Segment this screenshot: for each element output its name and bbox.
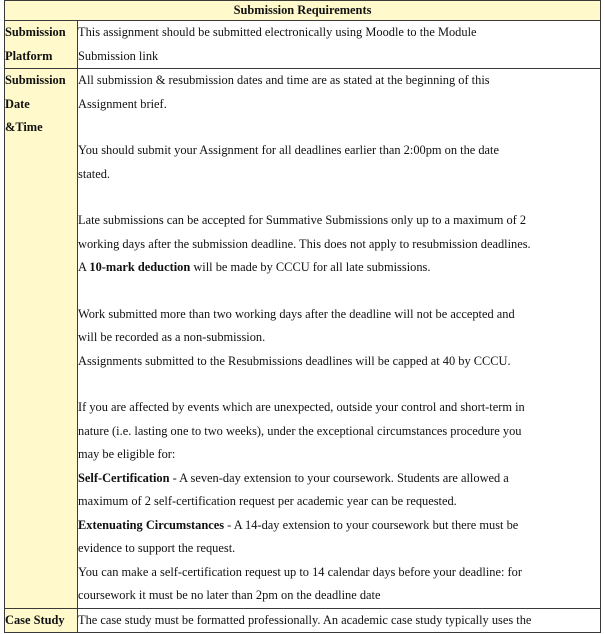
row-submission-platform [5, 21, 601, 69]
paragraph-gap [78, 116, 600, 139]
label-line: Submission [5, 25, 66, 39]
text-line: The case study must be formatted professionally. An academic case study typically uses the [78, 612, 532, 627]
text-line: This assignment should be submitted electronically using Moodle to the Module [78, 25, 477, 39]
text-line [78, 514, 600, 538]
label-line: Date [5, 96, 30, 111]
label-line: Submission [5, 73, 66, 87]
row-submission-date-time [5, 69, 601, 609]
text-line: Submission link [78, 48, 159, 63]
text-line: If you are affected by events which are unexpected, outside your control and short-term in [78, 400, 525, 414]
submission-requirements-table [4, 0, 601, 633]
text-line: coursework it must be no later than 2pm on the deadline date [78, 588, 381, 602]
text-line [78, 256, 600, 280]
text-line: Assignments submitted to the Resubmissions deadlines will be capped at 40 by CCCU. [78, 353, 511, 368]
text-line: You can make a self-certification request up to 14 calendar days before your deadline: for [78, 564, 522, 579]
table-title: Submission Requirements [5, 1, 601, 21]
text-line: will be recorded as a non-submission. [78, 330, 266, 344]
paragraph-gap [78, 280, 600, 303]
text-line: nature (i.e. lasting one to two weeks), under the exceptional circumstances procedure you [78, 423, 522, 438]
text-line: Assignment brief. [78, 96, 167, 111]
paragraph-gap [78, 186, 600, 209]
text-run: will be made by CCCU for all late submissions. [190, 260, 431, 274]
text-run: - A seven-day extension to your coursework. Students are allowed a [169, 470, 509, 485]
label-case-study: Case Study [5, 608, 78, 633]
text-run: - A 14-day extension to your coursework but there must be [224, 517, 519, 532]
self-certification-heading: Self-Certification [78, 470, 170, 485]
label-line: Platform [5, 48, 53, 63]
text-line: Work submitted more than two working days after the deadline will not be accepted and [78, 306, 515, 321]
text-line: evidence to support the request. [78, 541, 236, 555]
text-line [78, 467, 600, 491]
text-run: A [78, 260, 90, 274]
content-submission-platform [78, 21, 601, 69]
text-line: You should submit your Assignment for all deadlines earlier than 2:00pm on the date [78, 143, 499, 157]
label-submission-date-time [5, 69, 78, 609]
late-deduction-emphasis: 10-mark deduction [89, 260, 191, 274]
paragraph-gap [78, 373, 600, 396]
text-line: Late submissions can be accepted for Summative Submissions only up to a maximum of 2 [78, 213, 527, 227]
table-header-row [5, 1, 601, 21]
text-line: maximum of 2 self-certification request per academic year can be requested. [78, 494, 457, 508]
text-line: All submission & resubmission dates and time are as stated at the beginning of this [78, 73, 490, 87]
row-case-study [5, 608, 601, 633]
text-line: working days after the submission deadline. This does not apply to resubmission deadlines. [78, 236, 531, 251]
content-case-study [78, 608, 601, 633]
content-submission-date-time [78, 69, 601, 609]
text-line: may be eligible for: [78, 447, 176, 461]
extenuating-circumstances-heading: Extenuating Circumstances [78, 517, 225, 532]
label-line: &Time [5, 120, 43, 134]
label-submission-platform [5, 21, 78, 69]
text-line: stated. [78, 166, 110, 181]
